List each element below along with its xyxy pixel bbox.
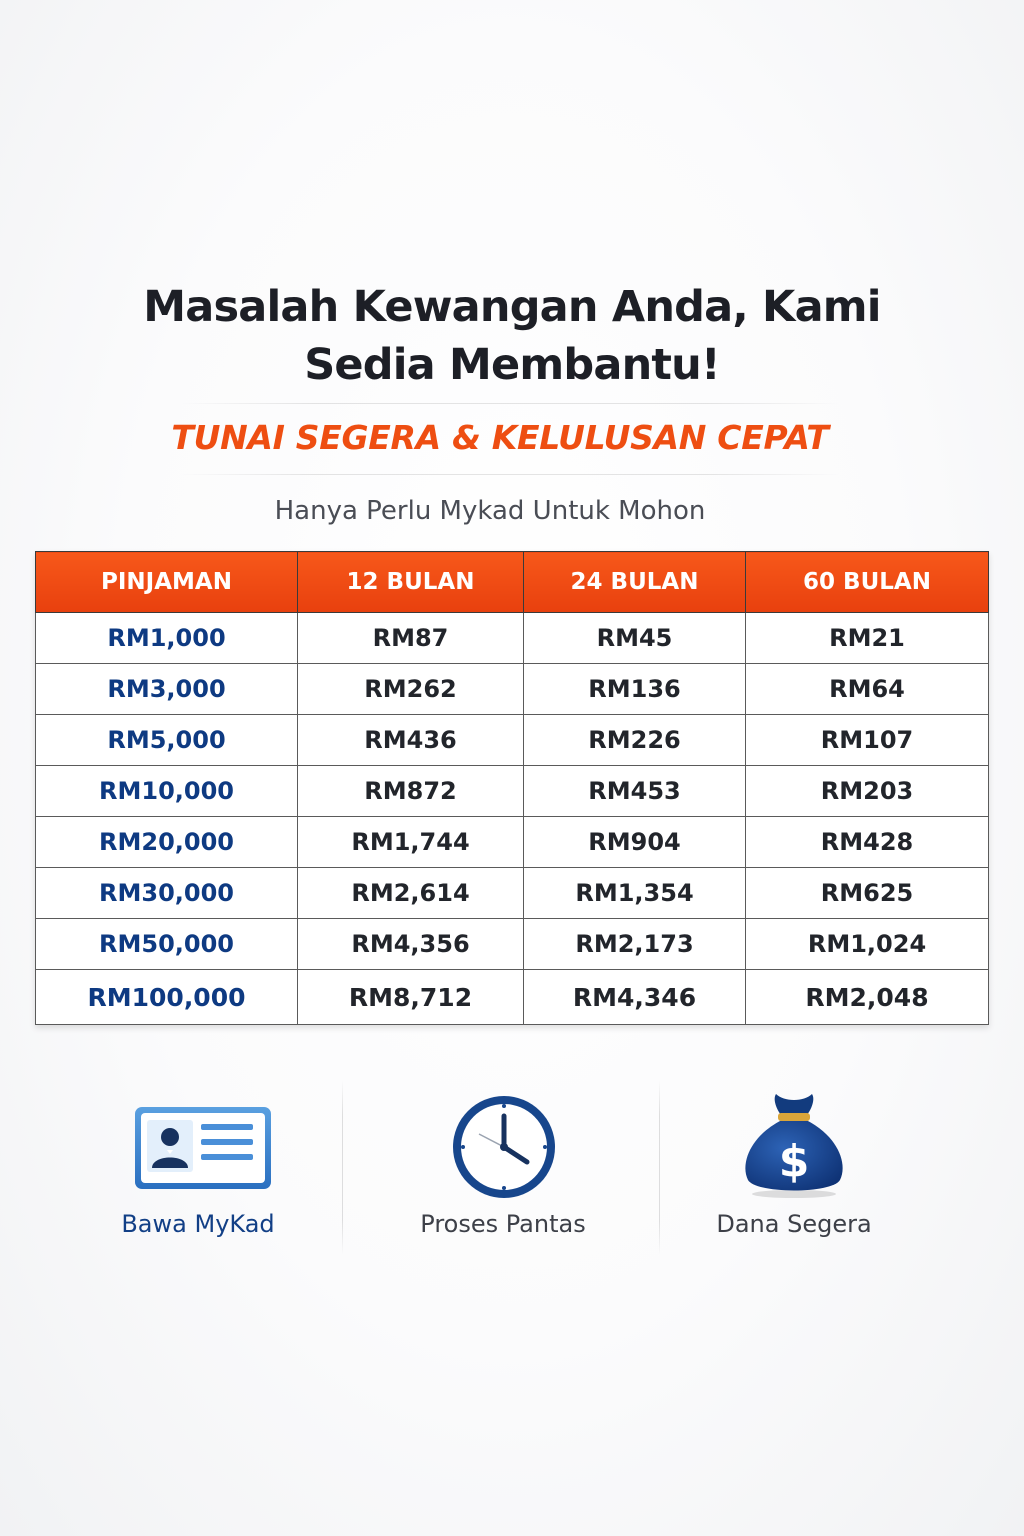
- headline-line-1: Masalah Kewangan Anda, Kami: [143, 282, 881, 332]
- table-row: [36, 868, 989, 919]
- payment-24-cell: RM4,346: [524, 970, 746, 1025]
- payment-12-cell: RM1,744: [298, 817, 524, 868]
- id-card-icon: [134, 1106, 272, 1190]
- payment-60-cell: RM428: [746, 817, 989, 868]
- feature-label: Proses Pantas: [420, 1210, 586, 1238]
- header-24-bulan: 24 BULAN: [524, 552, 746, 613]
- payment-24-cell: RM453: [524, 766, 746, 817]
- table-row: [36, 919, 989, 970]
- table-row: [36, 817, 989, 868]
- headline: [0, 278, 1024, 394]
- payment-24-cell: RM136: [524, 664, 746, 715]
- subline: Hanya Perlu Mykad Untuk Mohon: [274, 496, 706, 526]
- payment-12-cell: RM872: [298, 766, 524, 817]
- table-row: [36, 613, 989, 664]
- divider-top: [180, 403, 840, 404]
- payment-60-cell: RM625: [746, 868, 989, 919]
- feature-label: Bawa MyKad: [121, 1210, 275, 1238]
- feature-bawa-mykad: [48, 1080, 348, 1260]
- header-12-bulan: 12 BULAN: [298, 552, 524, 613]
- payment-24-cell: RM2,173: [524, 919, 746, 970]
- feature-proses-pantas: [353, 1080, 653, 1260]
- features-row: [0, 1080, 1024, 1260]
- header-pinjaman: PINJAMAN: [36, 552, 298, 613]
- payment-60-cell: RM203: [746, 766, 989, 817]
- feature-label: Dana Segera: [716, 1210, 872, 1238]
- loan-amount-cell: RM3,000: [36, 664, 298, 715]
- loan-amount-cell: RM1,000: [36, 613, 298, 664]
- loan-amount-cell: RM20,000: [36, 817, 298, 868]
- payment-12-cell: RM262: [298, 664, 524, 715]
- payment-60-cell: RM2,048: [746, 970, 989, 1025]
- payment-24-cell: RM226: [524, 715, 746, 766]
- payment-12-cell: RM436: [298, 715, 524, 766]
- payment-12-cell: RM2,614: [298, 868, 524, 919]
- payment-60-cell: RM107: [746, 715, 989, 766]
- feature-dana-segera: [644, 1080, 944, 1260]
- payment-60-cell: RM21: [746, 613, 989, 664]
- loan-amount-cell: RM50,000: [36, 919, 298, 970]
- table-row: [36, 970, 989, 1025]
- loan-rate-table: [35, 551, 989, 1025]
- svg-text:$: $: [778, 1136, 810, 1187]
- loan-amount-cell: RM100,000: [36, 970, 298, 1025]
- payment-60-cell: RM64: [746, 664, 989, 715]
- table-header-row: [36, 552, 989, 613]
- table-row: [36, 715, 989, 766]
- payment-12-cell: RM87: [298, 613, 524, 664]
- feature-divider: [342, 1080, 343, 1255]
- tagline: TUNAI SEGERA & KELULUSAN CEPAT: [171, 418, 829, 457]
- payment-12-cell: RM8,712: [298, 970, 524, 1025]
- loan-amount-cell: RM10,000: [36, 766, 298, 817]
- headline-line-2: Sedia Membantu!: [304, 340, 720, 390]
- table-row: [36, 664, 989, 715]
- payment-12-cell: RM4,356: [298, 919, 524, 970]
- money-bag-icon: [738, 1090, 850, 1200]
- payment-24-cell: RM45: [524, 613, 746, 664]
- payment-60-cell: RM1,024: [746, 919, 989, 970]
- header-60-bulan: 60 BULAN: [746, 552, 989, 613]
- loan-amount-cell: RM30,000: [36, 868, 298, 919]
- divider-bottom: [180, 474, 840, 475]
- loan-amount-cell: RM5,000: [36, 715, 298, 766]
- table-row: [36, 766, 989, 817]
- payment-24-cell: RM1,354: [524, 868, 746, 919]
- clock-icon: [449, 1092, 559, 1202]
- payment-24-cell: RM904: [524, 817, 746, 868]
